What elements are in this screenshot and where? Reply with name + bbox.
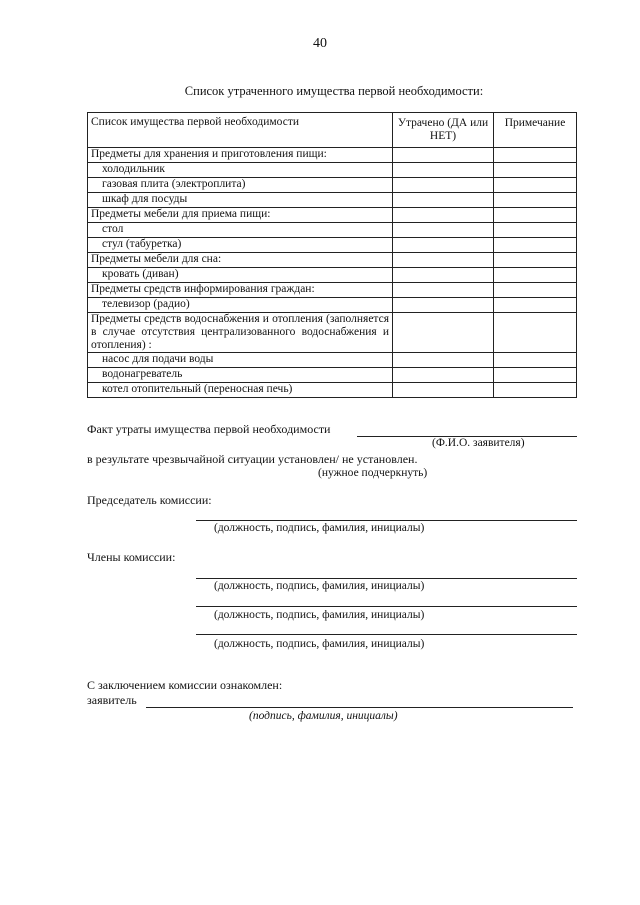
- row-note-cell[interactable]: [494, 313, 577, 353]
- applicant-label: заявитель: [87, 693, 137, 707]
- row-item-label: газовая плита (электроплита): [88, 178, 393, 193]
- chairman-signature-line[interactable]: [196, 520, 577, 521]
- row-lost-cell[interactable]: [393, 178, 494, 193]
- table-row: [88, 208, 577, 223]
- row-lost-cell[interactable]: [393, 193, 494, 208]
- row-item-label: холодильник: [88, 163, 393, 178]
- member-signature-line-2[interactable]: [196, 606, 577, 607]
- table-row: [88, 148, 577, 163]
- member-signature-line-1[interactable]: [196, 578, 577, 579]
- acknowledgement-label: С заключением комиссии ознакомлен:: [87, 678, 283, 692]
- row-note-cell[interactable]: [494, 193, 577, 208]
- table-header-row: [88, 113, 577, 148]
- applicant-caption: (подпись, фамилия, инициалы): [249, 710, 398, 722]
- row-note-cell[interactable]: [494, 238, 577, 253]
- table-row: [88, 238, 577, 253]
- row-note-cell[interactable]: [494, 223, 577, 238]
- underline-note: (нужное подчеркнуть): [318, 467, 428, 479]
- row-item-label: Предметы средств водоснабжения и отопления (заполняется в случае отсутствия централизованного водоснабжения и отопления) :: [88, 313, 393, 353]
- table-row: [88, 353, 577, 368]
- fact-label: Факт утраты имущества первой необходимости: [87, 422, 331, 436]
- row-lost-cell[interactable]: [393, 353, 494, 368]
- row-note-cell[interactable]: [494, 383, 577, 398]
- row-note-cell[interactable]: [494, 253, 577, 268]
- table-row: [88, 298, 577, 313]
- table-row: [88, 313, 577, 353]
- table-row: [88, 368, 577, 383]
- row-lost-cell[interactable]: [393, 383, 494, 398]
- table-row: [88, 223, 577, 238]
- member-signature-line-3[interactable]: [196, 634, 577, 635]
- row-note-cell[interactable]: [494, 163, 577, 178]
- member-caption-1: (должность, подпись, фамилия, инициалы): [214, 580, 425, 592]
- row-item-label: водонагреватель: [88, 368, 393, 383]
- row-item-label: телевизор (радио): [88, 298, 393, 313]
- row-lost-cell[interactable]: [393, 223, 494, 238]
- row-note-cell[interactable]: [494, 368, 577, 383]
- row-lost-cell[interactable]: [393, 208, 494, 223]
- page-number: 40: [313, 36, 327, 51]
- row-item-label: Предметы мебели для сна:: [88, 253, 393, 268]
- row-item-label: стул (табуретка): [88, 238, 393, 253]
- row-item-label: котел отопительный (переносная печь): [88, 383, 393, 398]
- row-note-cell[interactable]: [494, 178, 577, 193]
- row-note-cell[interactable]: [494, 298, 577, 313]
- table-row: [88, 268, 577, 283]
- document-title: Список утраченного имущества первой необходимости:: [184, 84, 484, 98]
- table-row: [88, 193, 577, 208]
- row-lost-cell[interactable]: [393, 313, 494, 353]
- row-lost-cell[interactable]: [393, 163, 494, 178]
- row-item-label: Предметы мебели для приема пищи:: [88, 208, 393, 223]
- applicant-signature-line[interactable]: [146, 707, 573, 708]
- row-lost-cell[interactable]: [393, 148, 494, 163]
- table-row: [88, 163, 577, 178]
- row-item-label: шкаф для посуды: [88, 193, 393, 208]
- row-item-label: насос для подачи воды: [88, 353, 393, 368]
- row-note-cell[interactable]: [494, 148, 577, 163]
- chairman-caption: (должность, подпись, фамилия, инициалы): [214, 522, 425, 534]
- table-row: [88, 253, 577, 268]
- members-label: Члены комиссии:: [87, 550, 176, 564]
- row-lost-cell[interactable]: [393, 238, 494, 253]
- chairman-label: Председатель комиссии:: [87, 493, 212, 507]
- row-lost-cell[interactable]: [393, 253, 494, 268]
- row-note-cell[interactable]: [494, 268, 577, 283]
- table-body: [88, 148, 577, 398]
- fio-caption: (Ф.И.О. заявителя): [432, 437, 525, 449]
- table-row: [88, 383, 577, 398]
- row-note-cell[interactable]: [494, 283, 577, 298]
- row-note-cell[interactable]: [494, 353, 577, 368]
- member-caption-3: (должность, подпись, фамилия, инициалы): [214, 638, 425, 650]
- row-lost-cell[interactable]: [393, 268, 494, 283]
- row-item-label: кровать (диван): [88, 268, 393, 283]
- header-lost: Утрачено (ДА или НЕТ): [393, 113, 494, 148]
- row-item-label: Предметы средств информирования граждан:: [88, 283, 393, 298]
- header-note: Примечание: [494, 113, 577, 148]
- row-lost-cell[interactable]: [393, 298, 494, 313]
- row-item-label: Предметы для хранения и приготовления пищи:: [88, 148, 393, 163]
- header-item: Список имущества первой необходимости: [88, 113, 393, 148]
- row-item-label: стол: [88, 223, 393, 238]
- member-caption-2: (должность, подпись, фамилия, инициалы): [214, 609, 425, 621]
- row-lost-cell[interactable]: [393, 283, 494, 298]
- table-row: [88, 178, 577, 193]
- property-table: [87, 112, 577, 398]
- table-row: [88, 283, 577, 298]
- row-lost-cell[interactable]: [393, 368, 494, 383]
- row-note-cell[interactable]: [494, 208, 577, 223]
- fact-result-text: в результате чрезвычайной ситуации установлен/ не установлен.: [87, 452, 418, 466]
